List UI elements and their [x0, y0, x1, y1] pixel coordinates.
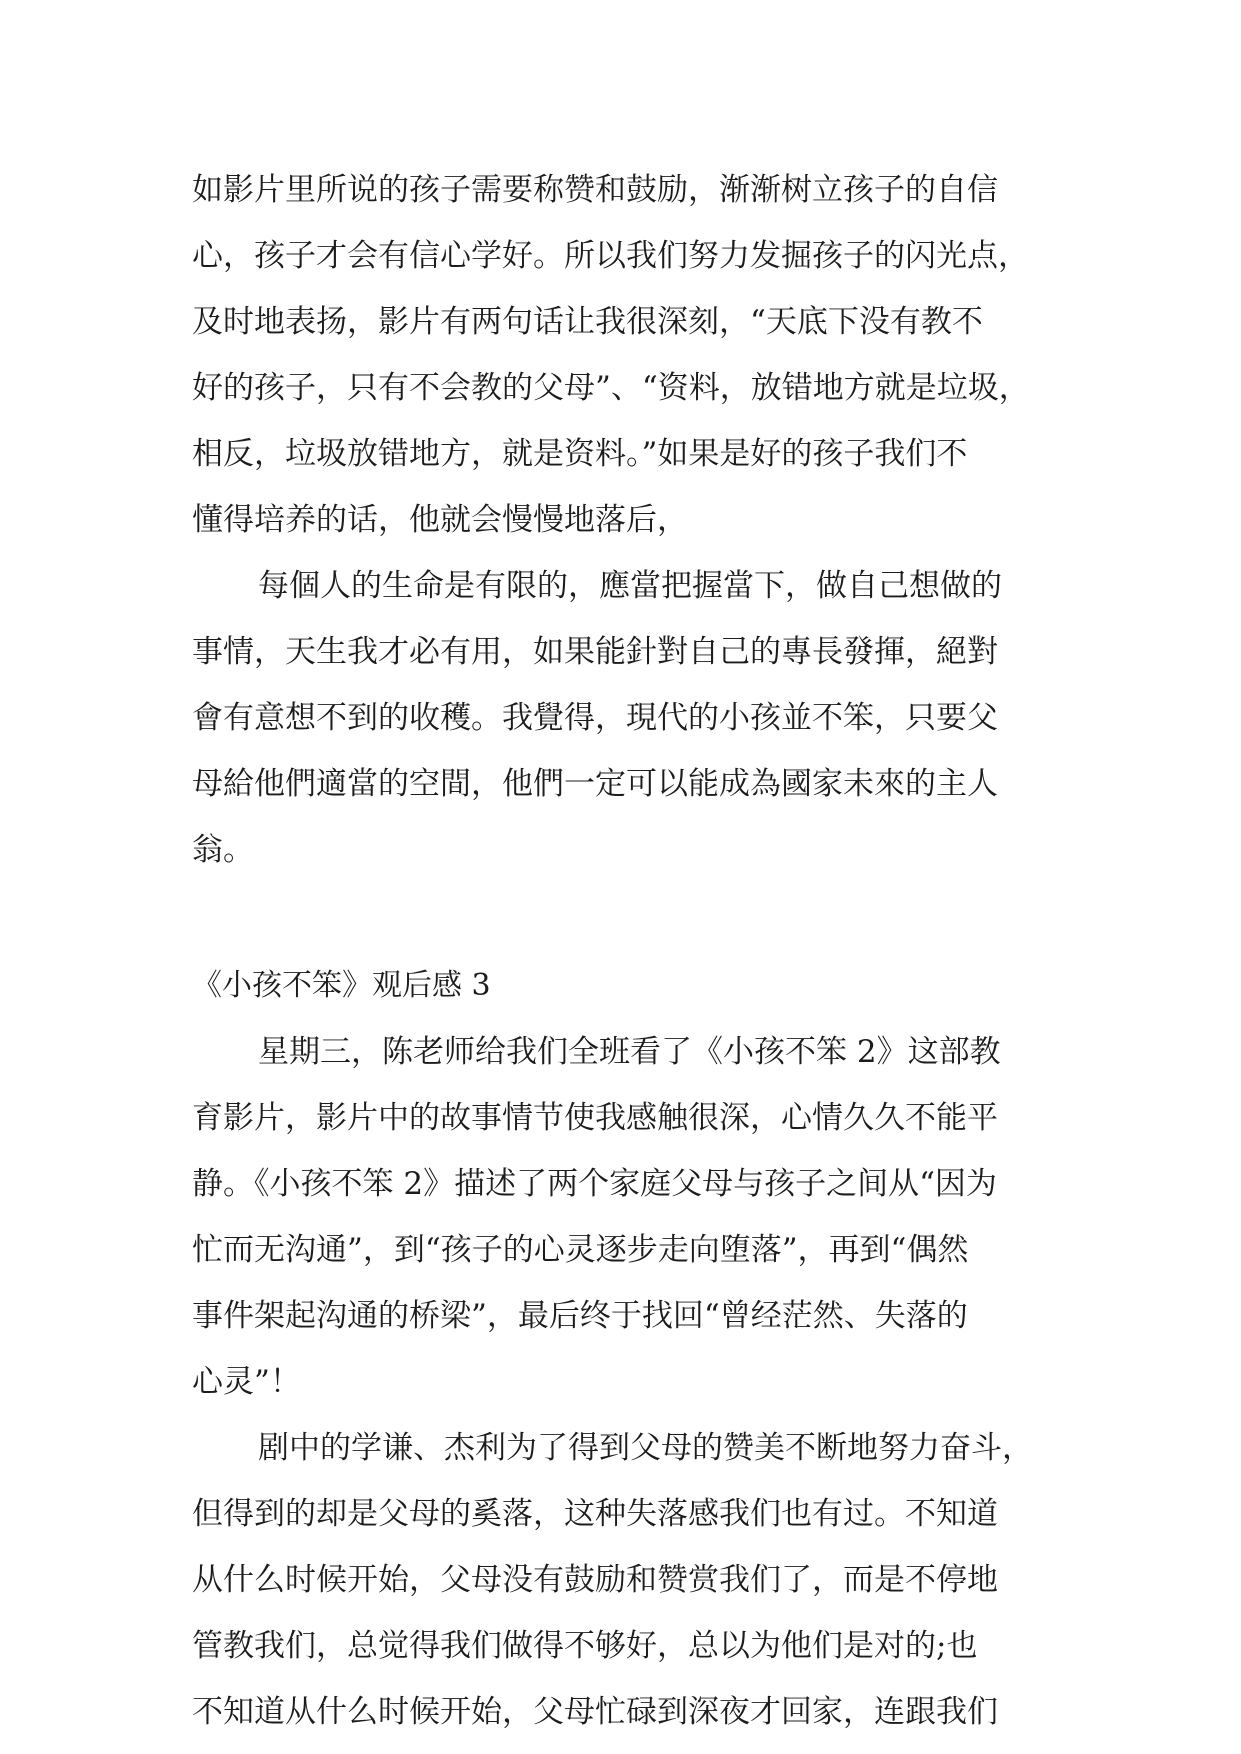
- text-line: 育影片，影片中的故事情节使我感触很深，心情久久不能平: [192, 1100, 998, 1136]
- section-heading: 《小孩不笨》观后感 3: [192, 968, 491, 1003]
- paragraph-1: [192, 157, 1054, 553]
- text-line: 好的孩子，只有不会教的父母”、“资料，放错地方就是垃圾，: [192, 370, 1030, 406]
- text-line: 每個人的生命是有限的，應當把握當下，做自己想做的: [258, 568, 1002, 604]
- text-line: 忙而无沟通”，到“孩子的心灵逐步走向堕落”，再到“偶然: [192, 1232, 969, 1268]
- paragraph-4: [192, 1415, 1054, 1745]
- text-line: 星期三，陈老师给我们全班看了《小孩不笨 2》这部教: [258, 1034, 1001, 1070]
- text-line: 事情，天生我才必有用，如果能針對自己的專長發揮，絕對: [192, 634, 998, 670]
- text-line: 静。《小孩不笨 2》描述了两个家庭父母与孩子之间从“因为: [192, 1166, 997, 1202]
- text-line: 心灵”！: [192, 1364, 301, 1400]
- text-line: 相反，垃圾放错地方，就是资料。”如果是好的孩子我们不: [192, 436, 968, 472]
- text-line: 不知道从什么时候开始，父母忙碌到深夜才回家，连跟我们: [192, 1694, 998, 1730]
- paragraph-3: [192, 1019, 1054, 1415]
- section-spacer: [192, 883, 1054, 953]
- text-line: 从什么时候开始，父母没有鼓励和赞赏我们了，而是不停地: [192, 1562, 998, 1598]
- text-line: 母給他們適當的空間，他們一定可以能成為國家未來的主人: [192, 766, 998, 802]
- text-line: 懂得培养的话，他就会慢慢地落后，: [192, 502, 688, 538]
- text-line: 心，孩子才会有信心学好。所以我们努力发掘孩子的闪光点，: [192, 238, 1029, 274]
- text-line: 管教我们，总觉得我们做得不够好，总以为他们是对的;也: [192, 1628, 978, 1664]
- text-line: 如影片里所说的孩子需要称赞和鼓励，渐渐树立孩子的自信: [192, 172, 998, 208]
- text-line: 但得到的却是父母的奚落，这种失落感我们也有过。不知道: [192, 1496, 998, 1532]
- paragraph-2: [192, 553, 1054, 883]
- text-line: 會有意想不到的收穫。我覺得，現代的小孩並不笨，只要父: [192, 700, 998, 736]
- document-body: [192, 157, 1054, 1745]
- text-line: 剧中的学谦、杰利为了得到父母的赞美不断地努力奋斗，: [258, 1430, 1033, 1466]
- text-line: 及时地表扬，影片有两句话让我很深刻，“天底下没有教不: [192, 304, 983, 340]
- text-line: 翁。: [192, 832, 254, 868]
- text-line: 事件架起沟通的桥梁”，最后终于找回“曾经茫然、失落的: [192, 1298, 968, 1334]
